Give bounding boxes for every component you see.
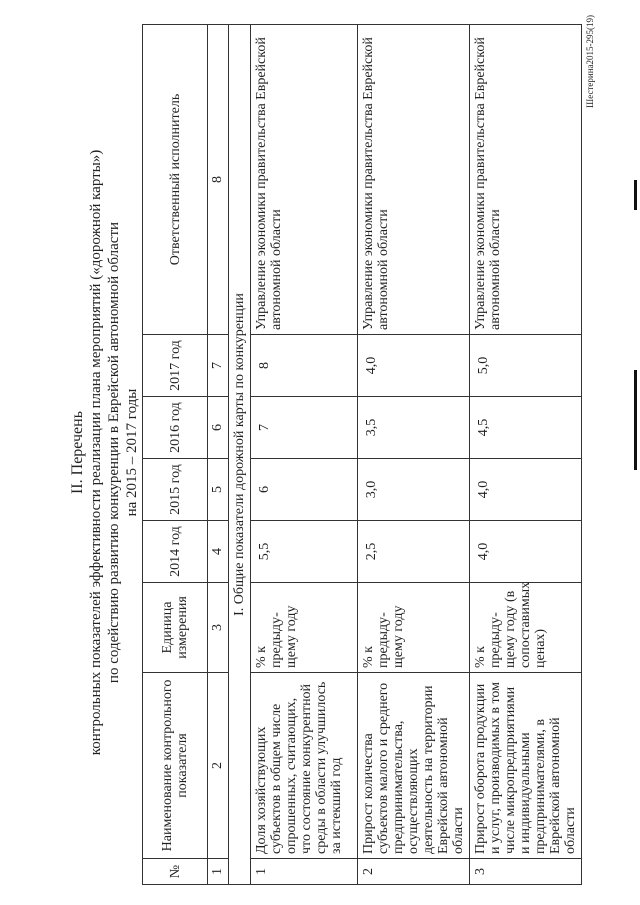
value-2017: 4,0 bbox=[358, 335, 470, 397]
column-number-row bbox=[208, 25, 229, 885]
indicator-name: Прирост оборота продукции и услуг, производимых в том числе микропредприятиями и индивидуальными предпринимателями, в Еврейской автономной области bbox=[470, 673, 582, 859]
row-number: 3 bbox=[470, 859, 582, 885]
header-number: № bbox=[143, 859, 208, 885]
unit-of-measure: % к предыду-щему году bbox=[251, 583, 358, 673]
column-number: 2 bbox=[208, 673, 229, 859]
column-number: 7 bbox=[208, 335, 229, 397]
value-2016: 4,5 bbox=[470, 397, 582, 459]
unit-of-measure: % к предыду-щему году (в сопоставимых ценах) bbox=[470, 583, 582, 673]
document-subtitle-line-2: по содействию развитию конкуренции в Еврейской автономной области bbox=[106, 221, 122, 684]
value-2017: 8 bbox=[251, 335, 358, 397]
table-row bbox=[358, 25, 470, 885]
indicators-table bbox=[142, 24, 582, 885]
value-2014: 4,0 bbox=[470, 521, 582, 583]
scan-edge-mark bbox=[634, 180, 637, 210]
table-row bbox=[470, 25, 582, 885]
column-number: 5 bbox=[208, 459, 229, 521]
table-row bbox=[251, 25, 358, 885]
column-number: 4 bbox=[208, 521, 229, 583]
document-code: Шестерина2015-295(19) bbox=[585, 15, 595, 108]
row-number: 2 bbox=[358, 859, 470, 885]
value-2014: 5,5 bbox=[251, 521, 358, 583]
indicator-name: Прирост количества субъектов малого и среднего предпринимательства, осуществляющих деятельность на территории Еврейской автономной области bbox=[358, 673, 470, 859]
document-subtitle-line-1: контрольных показателей эффективности реализации плана мероприятий («дорожной карты») bbox=[88, 149, 104, 756]
document-subtitle-line-3: на 2015 – 2017 годы bbox=[124, 388, 140, 517]
header-indicator-name: Наименование контрольного показателя bbox=[143, 673, 208, 859]
responsible-executor: Управление экономики правительства Еврейской автономной области bbox=[358, 25, 470, 335]
column-number: 8 bbox=[208, 25, 229, 335]
value-2017: 5,0 bbox=[470, 335, 582, 397]
header-year-2015: 2015 год bbox=[143, 459, 208, 521]
value-2015: 6 bbox=[251, 459, 358, 521]
value-2015: 4,0 bbox=[470, 459, 582, 521]
document-title: II. Перечень bbox=[69, 410, 86, 495]
section-title: I. Общие показатели дорожной карты по конкуренции bbox=[229, 25, 251, 885]
value-2016: 3,5 bbox=[358, 397, 470, 459]
value-2014: 2,5 bbox=[358, 521, 470, 583]
unit-of-measure: % к предыду-щему году bbox=[358, 583, 470, 673]
value-2015: 3,0 bbox=[358, 459, 470, 521]
section-row bbox=[229, 25, 251, 885]
header-executor: Ответственный исполнитель bbox=[143, 25, 208, 335]
column-number: 3 bbox=[208, 583, 229, 673]
header-year-2014: 2014 год bbox=[143, 521, 208, 583]
header-year-2017: 2017 год bbox=[143, 335, 208, 397]
column-number: 6 bbox=[208, 397, 229, 459]
scan-edge-mark bbox=[634, 370, 637, 470]
header-unit: Единица измерения bbox=[143, 583, 208, 673]
row-number: 1 bbox=[251, 859, 358, 885]
header-year-2016: 2016 год bbox=[143, 397, 208, 459]
column-number: 1 bbox=[208, 859, 229, 885]
table-header-row bbox=[143, 25, 208, 885]
responsible-executor: Управление экономики правительства Еврейской автономной области bbox=[470, 25, 582, 335]
value-2016: 7 bbox=[251, 397, 358, 459]
indicator-name: Доля хозяйствующих субъектов в общем числе опрошенных, считающих, что состояние конкурентной среды в области улучшилось за истекший год bbox=[251, 673, 358, 859]
responsible-executor: Управление экономики правительства Еврейской автономной области bbox=[251, 25, 358, 335]
